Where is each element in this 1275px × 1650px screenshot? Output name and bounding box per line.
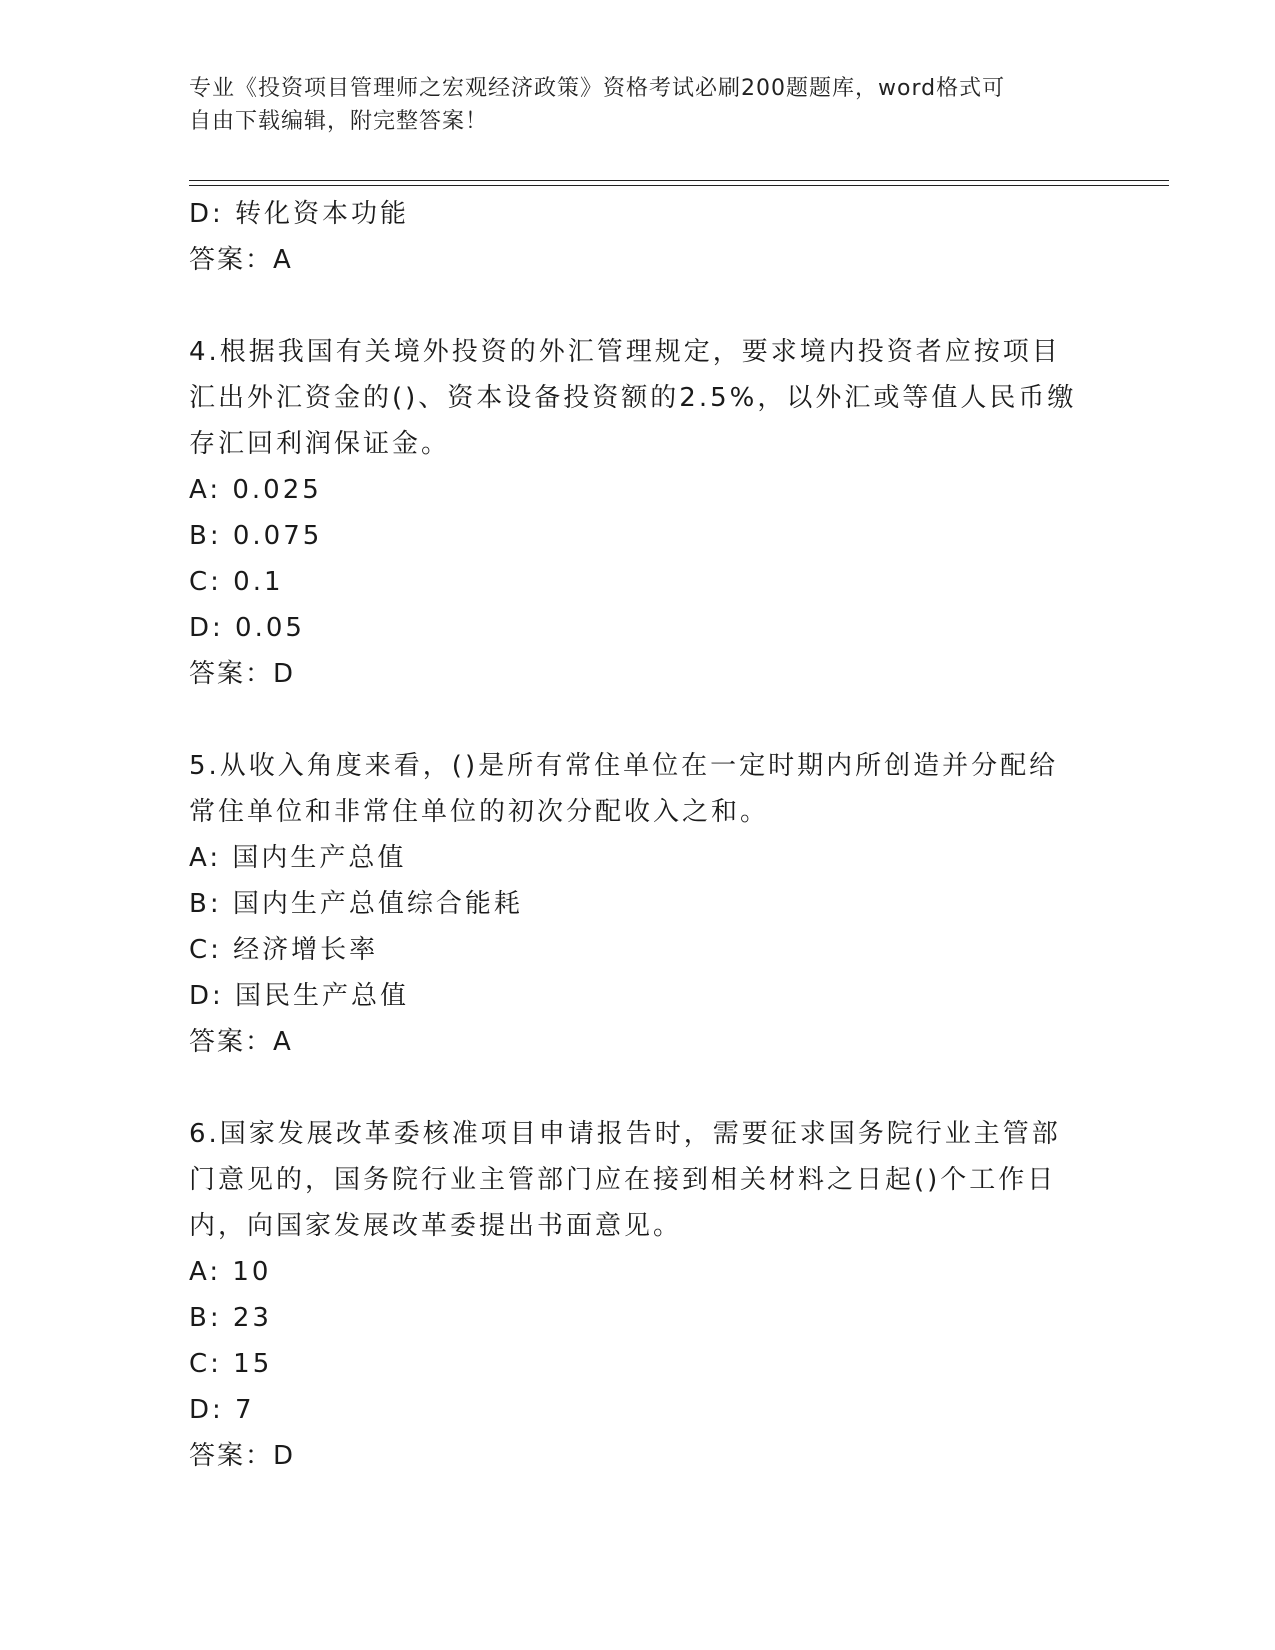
option-b: B: 国内生产总值综合能耗: [189, 889, 523, 919]
question-6: [189, 1111, 1089, 1479]
spacer: [189, 1065, 1089, 1111]
answer-line: 答案：D: [189, 1441, 296, 1471]
answer-line: 答案：A: [189, 1027, 293, 1057]
spacer: [189, 283, 1089, 329]
question-5: [189, 743, 1089, 1065]
question-stem-line: 存汇回利润保证金。: [189, 429, 451, 459]
spacer: [189, 697, 1089, 743]
option-a: A: 10: [189, 1257, 272, 1287]
question-stem-line: 汇出外汇资金的()、资本设备投资额的2.5%，以外汇或等值人民币缴: [189, 383, 1077, 413]
header-line-2: 自由下载编辑，附完整答案！: [189, 109, 489, 134]
header-rule-bottom: [189, 185, 1169, 186]
option-b: B: 23: [189, 1303, 272, 1333]
option-b: B: 0.075: [189, 521, 323, 551]
header-rule-top: [189, 180, 1169, 181]
question-stem-line: 内，向国家发展改革委提出书面意见。: [189, 1211, 683, 1241]
question-stem-line: 门意见的，国务院行业主管部门应在接到相关材料之日起()个工作日: [189, 1165, 1057, 1195]
page-header: [189, 72, 1089, 138]
header-line-1: 专业《投资项目管理师之宏观经济政策》资格考试必刷200题题库，word格式可: [189, 76, 1006, 101]
option-c: C: 经济增长率: [189, 935, 379, 965]
question-stem-line: 6.国家发展改革委核准项目申请报告时，需要征求国务院行业主管部: [189, 1119, 1061, 1149]
option-d: D: 转化资本功能: [189, 199, 410, 229]
answer-line: 答案：A: [189, 245, 293, 275]
question-4: [189, 329, 1089, 697]
option-d: D: 国民生产总值: [189, 981, 410, 1011]
option-c: C: 15: [189, 1349, 273, 1379]
option-a: A: 国内生产总值: [189, 843, 407, 873]
question-stem-line: 常住单位和非常住单位的初次分配收入之和。: [189, 797, 770, 827]
question-stem-line: 5.从收入角度来看，()是所有常住单位在一定时期内所创造并分配给: [189, 751, 1059, 781]
document-body: [189, 191, 1089, 1479]
option-d: D: 7: [189, 1395, 255, 1425]
option-d: D: 0.05: [189, 613, 305, 643]
option-c: C: 0.1: [189, 567, 284, 597]
answer-line: 答案：D: [189, 659, 296, 689]
question-stem-line: 4.根据我国有关境外投资的外汇管理规定，要求境内投资者应按项目: [189, 337, 1061, 367]
option-a: A: 0.025: [189, 475, 322, 505]
